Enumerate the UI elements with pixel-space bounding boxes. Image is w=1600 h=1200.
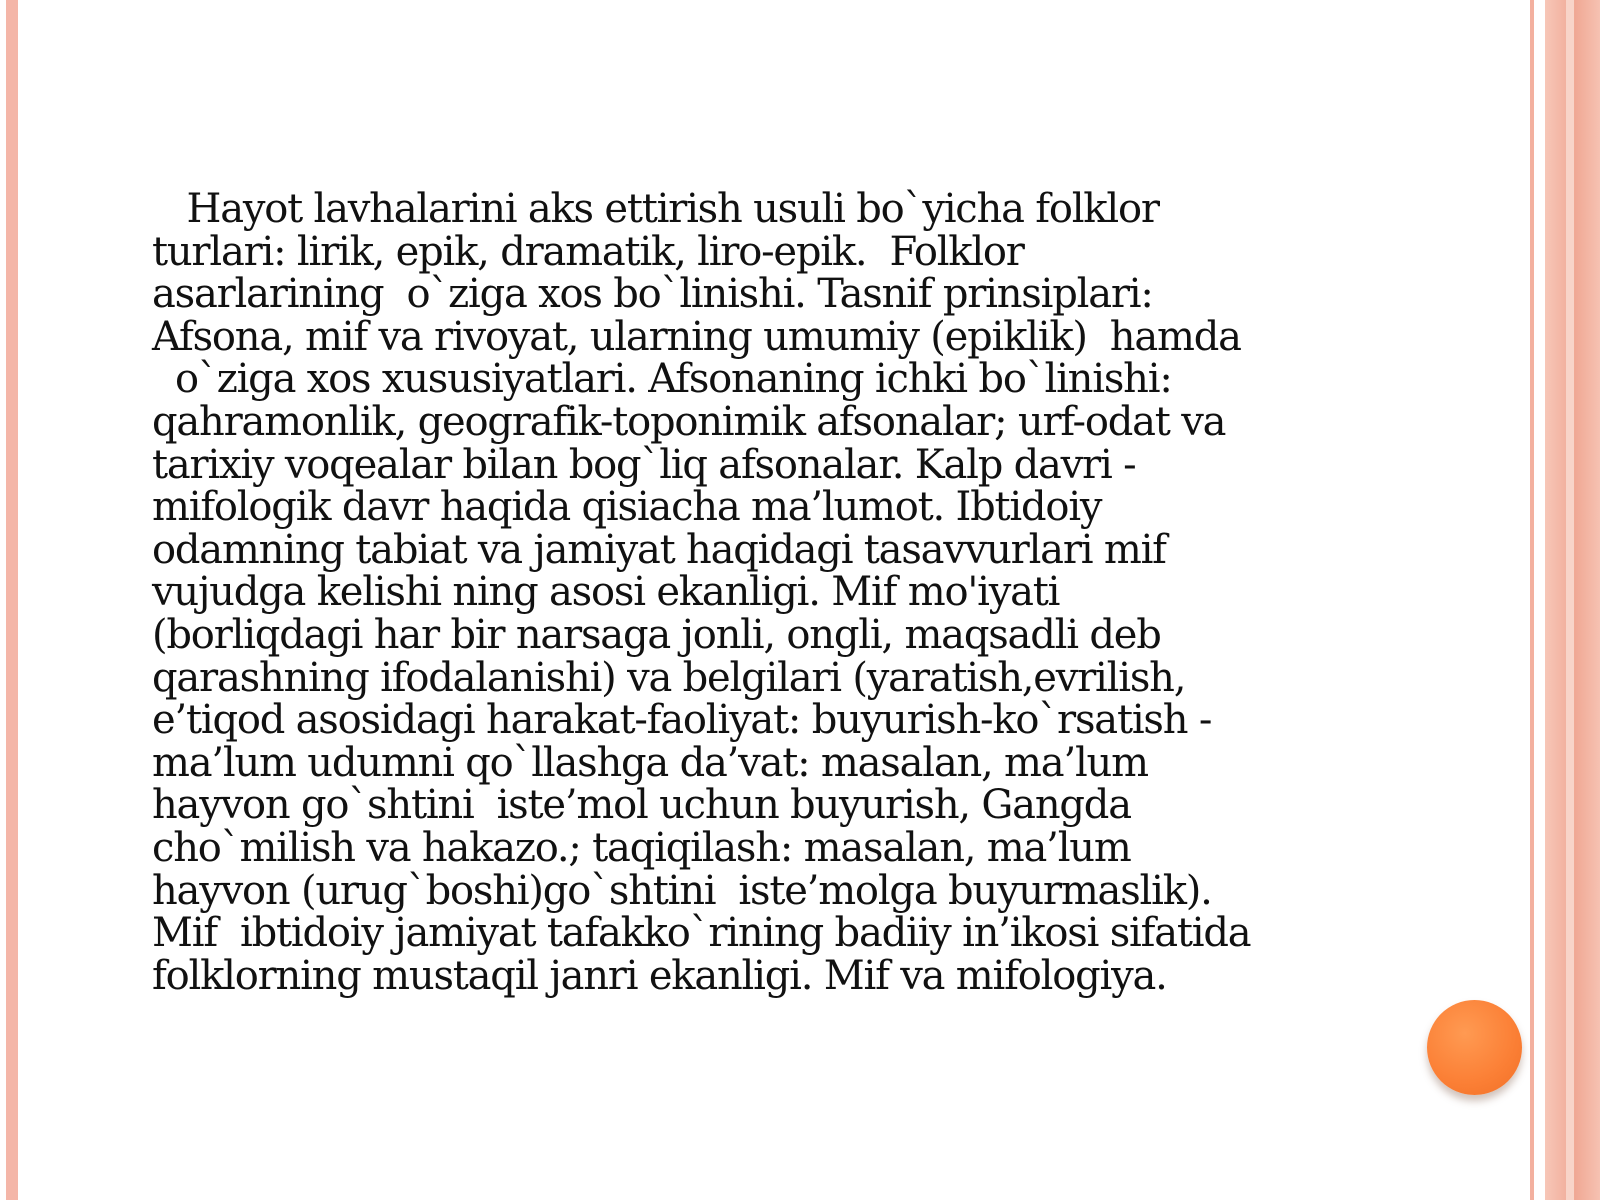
text-line-19: folklorning mustaqil janri ekanligi. Mif va mifologiya.	[152, 952, 1167, 999]
text-line-2: turlari: lirik, epik, dramatik, liro-epik. Folklor	[152, 228, 1024, 275]
text-line-8: mifologik davr haqida qisiacha ma’lumot. Ibtidoiy	[152, 484, 1102, 531]
text-line-12: qarashning ifodalanishi) va belgilari (yaratish,evrilish,	[152, 654, 1186, 701]
text-line-16: cho`milish va hakazo.; taqiqilash: masalan, ma’lum	[152, 824, 1131, 871]
right-decorative-band-highlight	[1566, 0, 1574, 1200]
right-thin-decorative-stripe	[1530, 0, 1534, 1200]
text-line-9: odamning tabiat va jamiyat haqidagi tasavvurlari mif	[152, 526, 1166, 573]
text-line-17: hayvon (urug`boshi)go`shtini iste’molga buyurmaslik).	[152, 867, 1212, 914]
text-line-13: e’tiqod asosidagi harakat-faoliyat: buyurish-ko`rsatish -	[152, 697, 1212, 744]
text-line-14: ma’lum udumni qo`llashga da’vat: masalan, ma’lum	[152, 739, 1148, 786]
text-line-5: o`ziga xos xususiyatlari. Afsonaning ichki bo`linishi:	[152, 356, 1172, 403]
text-line-3: asarlarining o`ziga xos bo`linishi. Tasnif prinsiplari:	[152, 271, 1153, 318]
text-line-10: vujudga kelishi ning asosi ekanligi. Mif mo'iyati	[152, 569, 1060, 616]
slide-body-text	[152, 188, 1402, 997]
text-line-1: Hayot lavhalarini aks ettirish usuli bo`yicha folklor	[152, 186, 1159, 232]
text-line-4: Afsona, mif va rivoyat, ularning umumiy (epiklik) hamda	[152, 313, 1241, 360]
text-line-15: hayvon go`shtini iste’mol uchun buyurish, Gangda	[152, 782, 1131, 829]
text-line-7: tarixiy voqealar bilan bog`liq afsonalar. Kalp davri -	[152, 441, 1136, 488]
text-line-11: (borliqdagi har bir narsaga jonli, ongli, maqsadli deb	[152, 611, 1161, 658]
text-line-6: qahramonlik, geografik-toponimik afsonalar; urf-odat va	[152, 398, 1226, 445]
orange-circle-decoration	[1427, 1000, 1522, 1095]
left-decorative-stripe	[6, 0, 18, 1200]
text-line-18: Mif ibtidoiy jamiyat tafakko`rining badiiy in’ikosi sifatida	[152, 910, 1251, 957]
